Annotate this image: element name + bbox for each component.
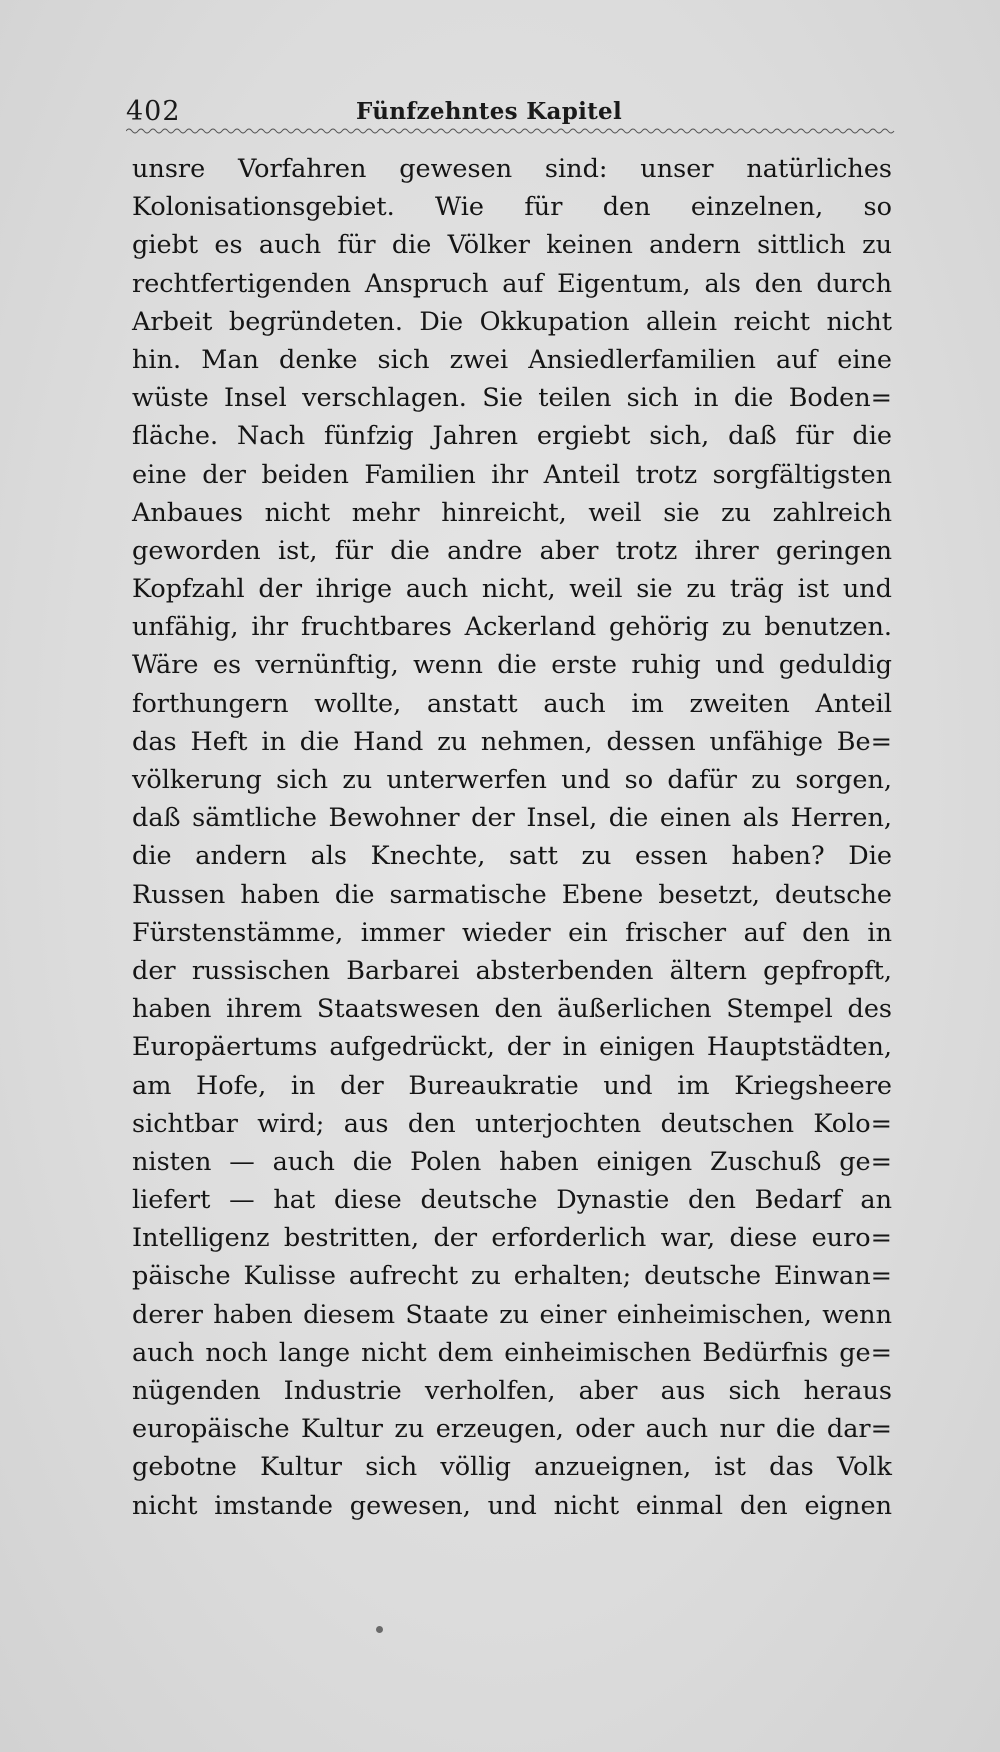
text-line: Fürstenstämme, immer wieder ein frischer auf den in bbox=[132, 917, 892, 948]
text-line: die andern als Knechte, satt zu essen haben? Die bbox=[132, 841, 892, 872]
text-line: haben ihrem Staatswesen den äußerlichen Stempel des bbox=[132, 994, 892, 1025]
text-line: giebt es auch für die Völker keinen andern sittlich zu bbox=[132, 230, 892, 261]
text-line: liefert — hat diese deutsche Dynastie den Bedarf an bbox=[132, 1185, 892, 1216]
text-line: geworden ist, für die andre aber trotz ihrer geringen bbox=[132, 535, 892, 566]
text-line: völkerung sich zu unterwerfen und so dafür zu sorgen, bbox=[132, 765, 892, 795]
text-line: nügenden Industrie verholfen, aber aus sich heraus bbox=[132, 1376, 892, 1406]
ink-dot bbox=[376, 1626, 383, 1633]
text-line: nicht imstande gewesen, und nicht einmal den eignen bbox=[132, 1490, 892, 1521]
body-text bbox=[132, 150, 892, 1525]
header-wavy-rule bbox=[126, 126, 896, 136]
text-line: nisten — auch die Polen haben einigen Zuschuß ge= bbox=[132, 1146, 892, 1177]
text-line: auch noch lange nicht dem einheimischen Bedürfnis ge= bbox=[132, 1337, 892, 1368]
text-line: forthungern wollte, anstatt auch im zweiten Anteil bbox=[132, 688, 892, 719]
text-line: derer haben diesem Staate zu einer einheimischen, wenn bbox=[132, 1299, 892, 1330]
text-line: sichtbar wird; aus den unterjochten deutschen Kolo= bbox=[132, 1108, 892, 1139]
text-line: am Hofe, in der Bureaukratie und im Kriegsheere bbox=[132, 1070, 892, 1101]
text-line: Anbaues nicht mehr hinreicht, weil sie zu zahlreich bbox=[132, 497, 892, 528]
text-line: Kolonisationsgebiet. Wie für den einzelnen, so bbox=[132, 192, 892, 223]
text-line: fläche. Nach fünfzig Jahren ergiebt sich, daß für die bbox=[132, 421, 892, 452]
text-line: unfähig, ihr fruchtbares Ackerland gehörig zu benutzen. bbox=[132, 612, 892, 643]
text-line: Kopfzahl der ihrige auch nicht, weil sie zu träg ist und bbox=[132, 574, 892, 605]
text-line: päische Kulisse aufrecht zu erhalten; deutsche Einwan= bbox=[132, 1261, 892, 1292]
running-head: Fünfzehntes Kapitel bbox=[356, 98, 623, 125]
text-line: rechtfertigenden Anspruch auf Eigentum, als den durch bbox=[132, 268, 892, 299]
text-line: europäische Kultur zu erzeugen, oder auch nur die dar= bbox=[132, 1414, 892, 1445]
text-line: Russen haben die sarmatische Ebene besetzt, deutsche bbox=[132, 879, 892, 910]
text-line: der russischen Barbarei absterbenden ältern gepfropft, bbox=[132, 955, 892, 986]
text-line: Intelligenz bestritten, der erforderlich war, diese euro= bbox=[132, 1223, 892, 1254]
text-line: hin. Man denke sich zwei Ansiedlerfamilien auf eine bbox=[132, 344, 892, 375]
text-line: Arbeit begründeten. Die Okkupation allein reicht nicht bbox=[132, 306, 892, 337]
text-line: das Heft in die Hand zu nehmen, dessen unfähige Be= bbox=[132, 726, 892, 757]
text-line: unsre Vorfahren gewesen sind: unser natürliches bbox=[132, 154, 892, 184]
text-line: Wäre es vernünftig, wenn die erste ruhig und geduldig bbox=[132, 650, 892, 681]
page-number: 402 bbox=[126, 96, 181, 127]
text-line: wüste Insel verschlagen. Sie teilen sich in die Boden= bbox=[132, 383, 892, 414]
text-line: gebotne Kultur sich völlig anzueignen, ist das Volk bbox=[132, 1452, 892, 1483]
text-line: daß sämtliche Bewohner der Insel, die einen als Herren, bbox=[132, 803, 892, 834]
text-line: Europäertums aufgedrückt, der in einigen Hauptstädten, bbox=[132, 1032, 892, 1063]
text-line: eine der beiden Familien ihr Anteil trotz sorgfältigsten bbox=[132, 459, 892, 490]
